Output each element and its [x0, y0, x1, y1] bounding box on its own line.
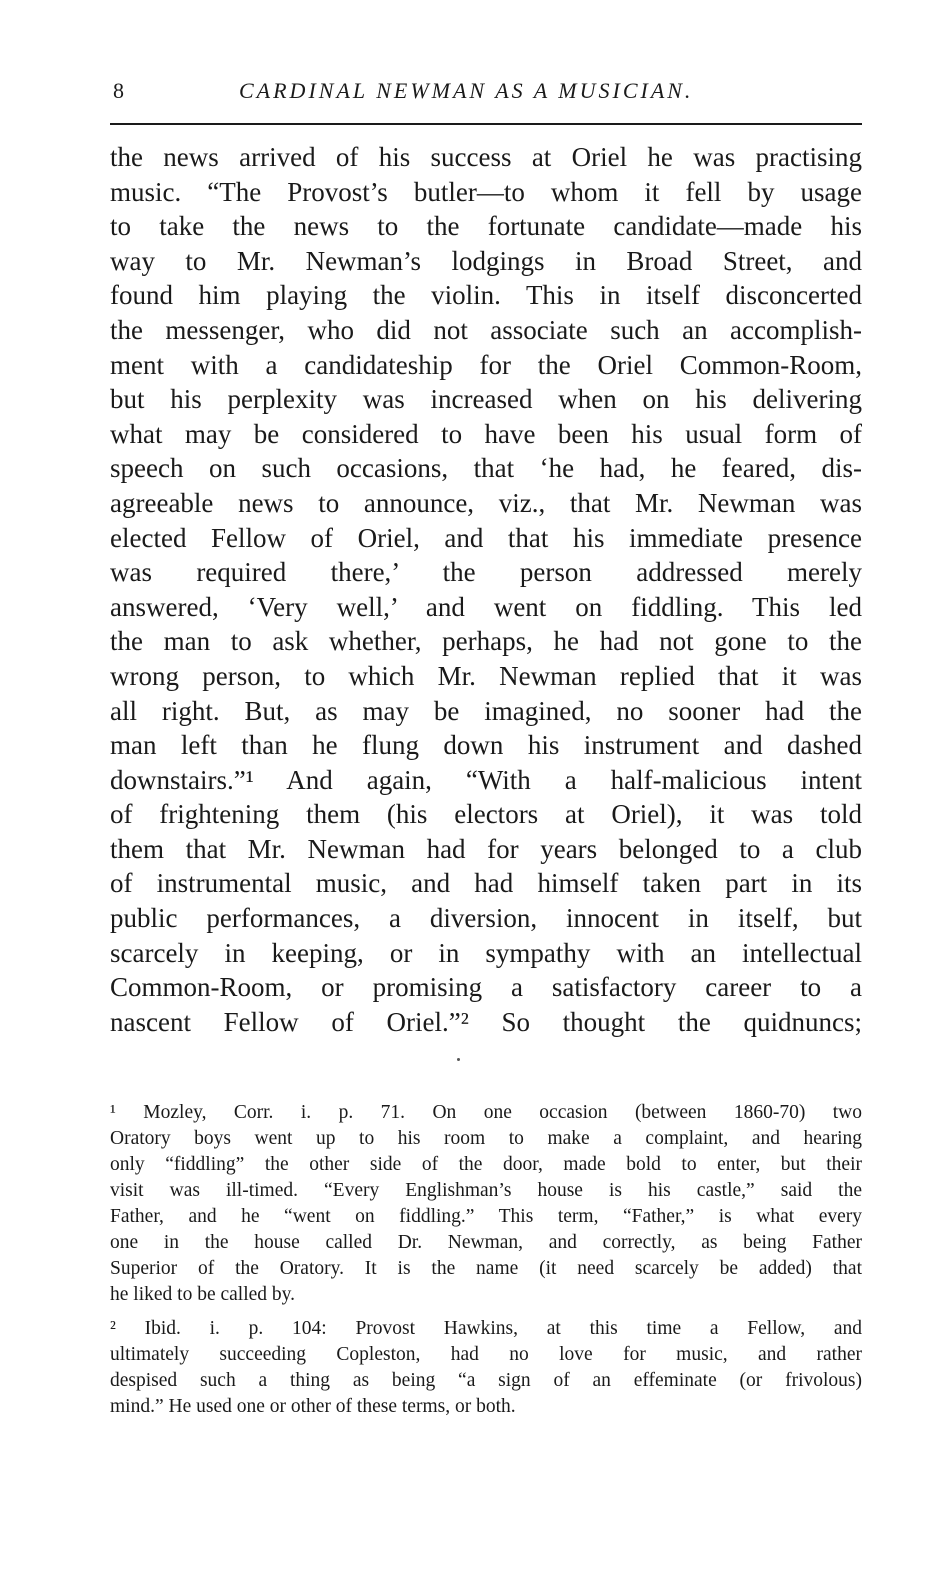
footnote-line: ¹ Mozley, Corr. i. p. 71. On one occasion (between 1860-70) two	[110, 1102, 862, 1123]
footnote-line: Oratory boys went up to his room to make a complaint, and hearing	[110, 1128, 862, 1149]
body-line: way to Mr. Newman’s lodgings in Broad Street, and	[110, 245, 862, 276]
body-line: elected Fellow of Oriel, and that his immediate presence	[110, 522, 862, 553]
body-line: the man to ask whether, perhaps, he had not gone to the	[110, 626, 862, 657]
body-line: of frightening them (his electors at Oriel), it was told	[110, 799, 862, 830]
body-line: them that Mr. Newman had for years belonged to a club	[110, 833, 862, 864]
footnote-line: Father, and he “went on fiddling.” This term, “Father,” is what every	[110, 1206, 862, 1227]
body-line: wrong person, to which Mr. Newman replied that it was	[110, 660, 862, 691]
body-line: speech on such occasions, that ‘he had, he feared, dis-	[110, 453, 862, 484]
body-line: what may be considered to have been his usual form of	[110, 418, 862, 449]
body-line: man left than he flung down his instrument and dashed	[110, 730, 862, 761]
page-number: 8	[113, 78, 125, 103]
body-line: the messenger, who did not associate such an accomplish-	[110, 314, 862, 345]
body-line: found him playing the violin. This in itself disconcerted	[110, 280, 862, 311]
body-line: public performances, a diversion, innocent in itself, but	[110, 903, 862, 934]
body-line: all right. But, as may be imagined, no sooner had the	[110, 695, 862, 726]
footnote-line: Superior of the Oratory. It is the name (it need scarcely be added) that	[110, 1258, 862, 1279]
footnote-line: visit was ill-timed. “Every Englishman’s house is his castle,” said the	[110, 1180, 862, 1201]
body-line: music. “The Provost’s butler—to whom it fell by usage	[110, 176, 862, 207]
body-line: ment with a candidateship for the Oriel Common-Room,	[110, 349, 862, 380]
footnote-line: one in the house called Dr. Newman, and correctly, as being Father	[110, 1232, 862, 1253]
running-title: CARDINAL NEWMAN AS A MUSICIAN.	[239, 78, 694, 103]
body-line: scarcely in keeping, or in sympathy with an intellectual	[110, 937, 862, 968]
footnote-line: despised such a thing as being “a sign of an effeminate (or frivolous)	[110, 1370, 862, 1391]
footnote-line: ultimately succeeding Copleston, had no love for music, and rather	[110, 1344, 862, 1365]
footnotes	[110, 1100, 862, 1420]
body-line: answered, ‘Very well,’ and went on fiddling. This led	[110, 591, 862, 622]
body-line: downstairs.”¹ And again, “With a half-malicious intent	[110, 764, 862, 795]
body-line: of instrumental music, and had himself taken part in its	[110, 868, 862, 899]
footnote-line: mind.” He used one or other of these terms, or both.	[110, 1396, 516, 1417]
page-header	[113, 70, 861, 110]
printer-mark	[457, 1058, 460, 1061]
body-line: Common-Room, or promising a satisfactory career to a	[110, 972, 862, 1003]
body-line: agreeable news to announce, viz., that Mr. Newman was	[110, 487, 862, 518]
header-rule	[110, 123, 862, 125]
body-line: to take the news to the fortunate candidate—made his	[110, 211, 862, 242]
body-line: but his perplexity was increased when on his delivering	[110, 384, 862, 415]
footnote-line: he liked to be called by.	[110, 1284, 296, 1305]
body-line: was required there,’ the person addressed merely	[110, 557, 862, 588]
body-text	[110, 140, 862, 1039]
footnote-line: only “fiddling” the other side of the door, made bold to enter, but their	[110, 1154, 862, 1175]
footnote-line: ² Ibid. i. p. 104: Provost Hawkins, at this time a Fellow, and	[110, 1318, 862, 1339]
body-line: the news arrived of his success at Oriel he was practising	[110, 142, 862, 172]
body-line: nascent Fellow of Oriel.”² So thought the quidnuncs;	[110, 1006, 862, 1037]
